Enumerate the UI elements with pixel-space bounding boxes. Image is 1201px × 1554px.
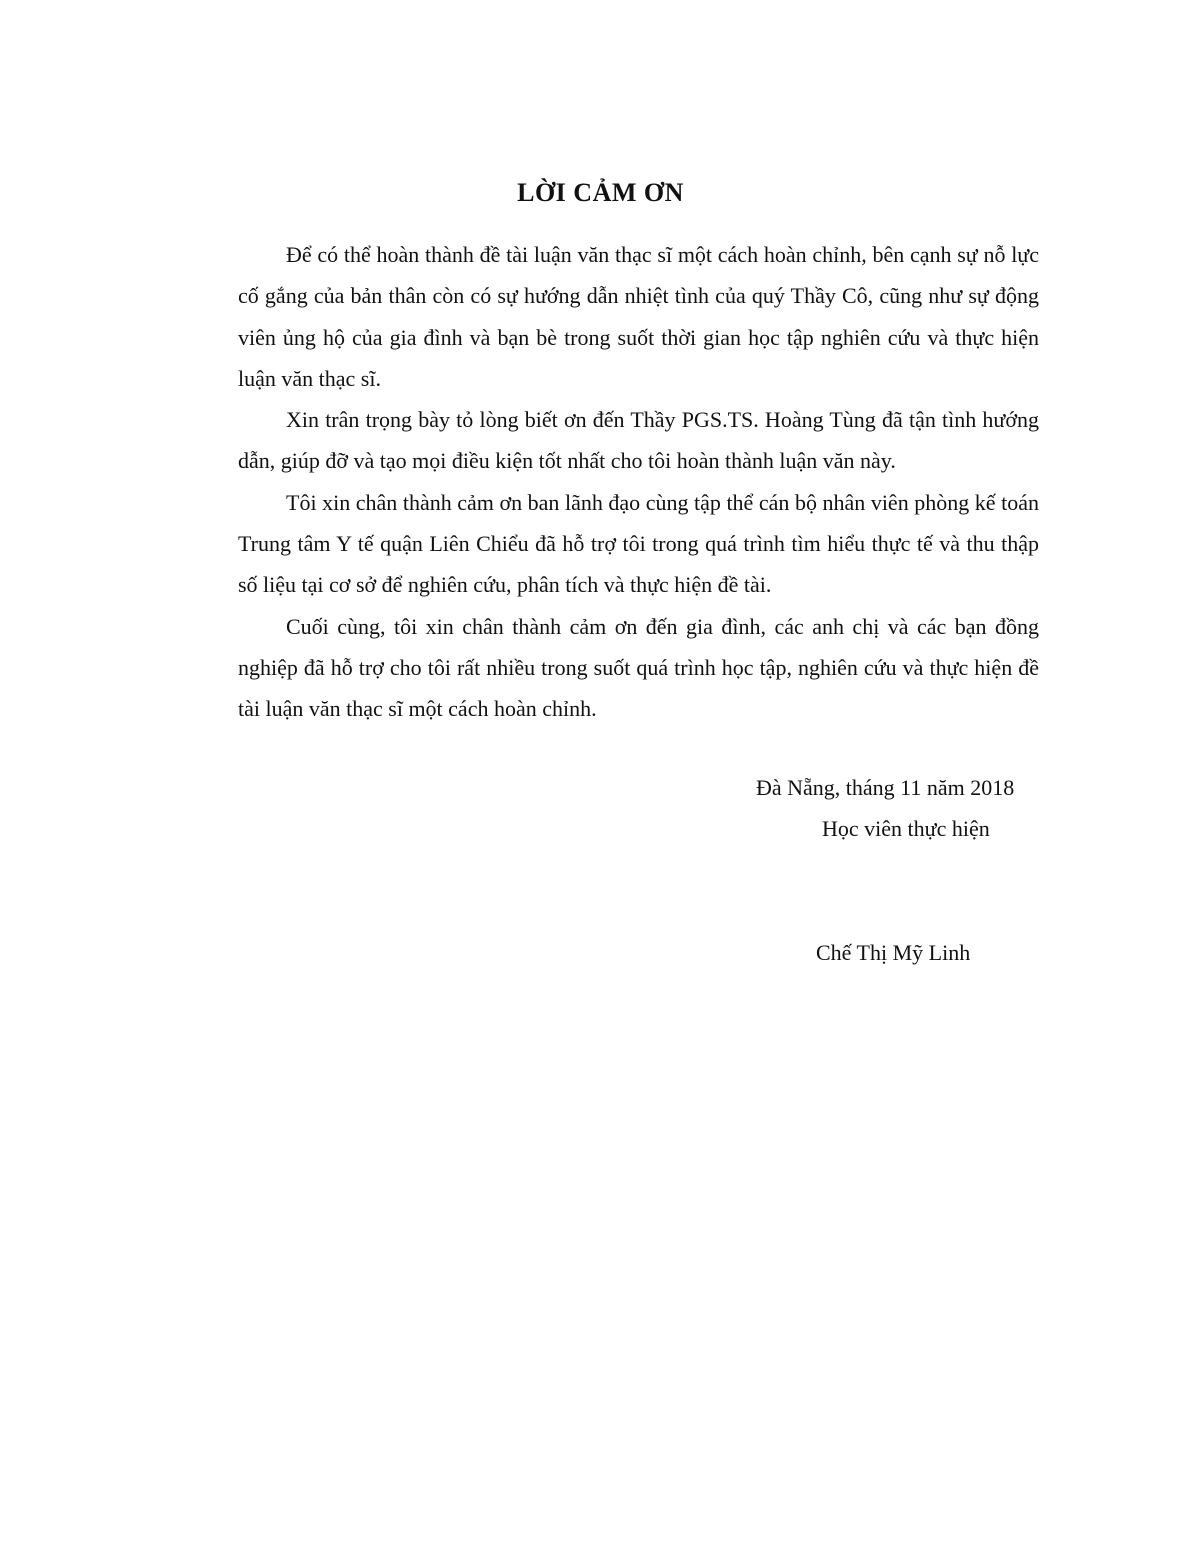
signature-role: Học viên thực hiện (822, 816, 990, 841)
paragraph-2: Xin trân trọng bày tỏ lòng biết ơn đến Thầy PGS.TS. Hoàng Tùng đã tận tình hướng dẫn, giúp đỡ và tạo mọi điều kiện tốt nhất cho tôi hoàn thành luận văn này. (238, 407, 1039, 474)
paragraph-3: Tôi xin chân thành cảm ơn ban lãnh đạo cùng tập thể cán bộ nhân viên phòng kế toán Trung tâm Y tế quận Liên Chiểu đã hỗ trợ tôi trong quá trình tìm hiểu thực tế và thu thập số liệu tại cơ sở để nghiên cứu, phân tích và thực hiện đề tài. (238, 489, 1039, 598)
acknowledgement-body (238, 234, 1039, 730)
paragraph-4: Cuối cùng, tôi xin chân thành cảm ơn đến gia đình, các anh chị và các bạn đồng nghiệp đã hỗ trợ cho tôi rất nhiều trong suốt quá trình học tập, nghiên cứu và thực hiện đề tài luận văn thạc sĩ một cách hoàn chỉnh. (238, 613, 1039, 722)
page-title: LỜI CẢM ƠN (517, 178, 684, 207)
paragraph-1: Để có thể hoàn thành đề tài luận văn thạc sĩ một cách hoàn chỉnh, bên cạnh sự nỗ lực cố gắng của bản thân còn có sự hướng dẫn nhiệt tình của quý Thầy Cô, cũng như sự động viên ủng hộ của gia đình và bạn bè trong suốt thời gian học tập nghiên cứu và thực hiện luận văn thạc sĩ. (238, 242, 1039, 391)
signature-place-date: Đà Nẵng, tháng 11 năm 2018 (756, 775, 1015, 800)
signature-name: Chế Thị Mỹ Linh (816, 940, 971, 965)
